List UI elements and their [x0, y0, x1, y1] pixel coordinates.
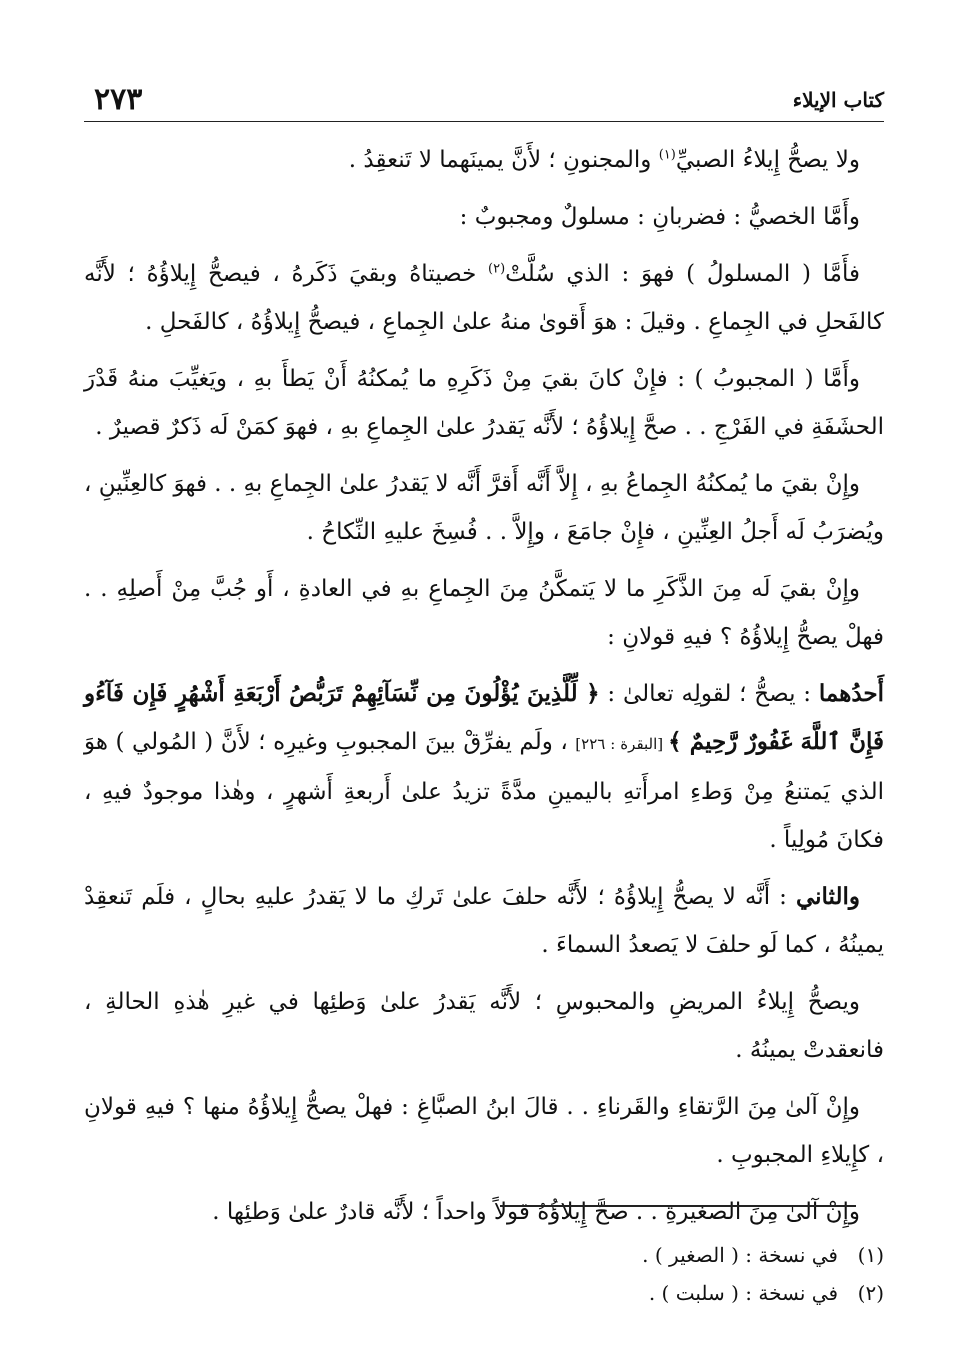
paragraph-text: فأَمَّا ( المسلولُ ) فهوَ : الذي سُلَّتْ	[505, 261, 860, 287]
running-header	[84, 82, 884, 118]
quran-verse: ﴿ لِّلَّذِينَ يُؤْلُونَ مِن نِّسَآئِهِمْ تَرَبُّصُ أَرْبَعَةِ أَشْهُرٍ فَإِن فَآءُو فَإِنَّ ٱللَّهَ غَفُورٌ رَّحِيمٌ ﴾	[84, 680, 884, 755]
footnote-text: في نسخة : ( الصغير ) .	[642, 1243, 838, 1267]
footnote-rule	[500, 1205, 856, 1207]
paragraph-10: وإِنْ آلىٰ مِنَ الرَّتقاءِ والقَرناءِ . . قالَ ابنُ الصبَّاغِ : فهلْ يصحُّ إِيلاؤُهُ منها ؟ فيهِ قولانِ ، كإِيلاءِ المجبوبِ .	[84, 1094, 884, 1168]
verse-reference: [البقرة : ٢٢٦]	[575, 735, 669, 753]
paragraph-text: ولا يصحُّ إِيلاءُ الصبيِّ	[675, 147, 860, 173]
page-number: ٢٧٣	[94, 82, 143, 117]
paragraph-9: ويصحُّ إِيلاءُ المريضِ والمحبوسِ ؛ لأَنَّه يَقدرُ علىٰ وَطئِها في غيرِ هٰذهِ الحالةِ ، فانعقدتْ يمينُهُ .	[84, 989, 884, 1063]
paragraph-4: وأَمَّا ( المجبوبُ ) : فإِنْ كانَ بقيَ مِنْ ذَكَرِهِ ما يُمكنُهُ أَنْ يَطأَ بهِ ، ويَغيِّبَ منهُ قَدْرَ الحشَفَةِ في الفَرْجِ . . صحَّ إِيلاؤُهُ ؛ لأَنَّه يَقدرُ علىٰ الجِماعِ بهِ ، فهوَ كمَنْ لَه ذَكرٌ قصيرٌ .	[84, 366, 884, 440]
footnote-number: (١)	[857, 1243, 884, 1267]
footnote-2	[84, 1274, 884, 1312]
footnote-ref-1: (١)	[658, 147, 676, 163]
main-text	[84, 136, 884, 1245]
paragraph-text: : يصحُّ ؛ لقولِه تعالىٰ :	[599, 681, 819, 707]
paragraph-text: خصيتاهُ وبقيَ ذَكَرهُ ، فيصحُّ إِيلاؤُهُ ؛ لأَنَّه كالفَحلِ في الجِماعِ . وقيلَ : هوَ أَقوىٰ منهُ علىٰ الجِماعِ ، فيصحُّ إِيلاؤُهُ ، كالفَحلِ .	[84, 261, 884, 335]
book-title: كتاب الإيلاء	[792, 88, 884, 112]
paragraph-text: ، ولَم يفرِّقْ بينَ المجبوبِ وغيرِه ؛ لأَنَّ ( المُولي ) هوَ الذي يَمتنعُ مِنْ وَطءِ امرأَتهِ باليمينِ مدَّةً تزيدُ علىٰ أَربعةِ أَشهرٍ ، وهٰذا موجودٌ فيهِ ، فكانَ مُولِياً .	[84, 729, 884, 853]
paragraph-text: : أَنَّه لا يصحُّ إِيلاؤُهُ ؛ لأَنَّه حلفَ علىٰ تَركِ ما لا يَقدرُ عليهِ بحالٍ ، فلَم تَنعقِدْ يمينُهُ ، كما لَو حلفَ لا يَصعدُ السماءَ .	[84, 884, 884, 958]
paragraph-6: وإِنْ بقيَ لَه مِنَ الذَّكَرِ ما لا يَتمكَّنُ مِنَ الجِماعِ بهِ في العادةِ ، أَو جُبَّ مِنْ أَصلِهِ . . فهلْ يصحُّ إِيلاؤُهُ ؟ فيهِ قولانِ :	[84, 576, 884, 650]
footnote-ref-2: (٢)	[488, 261, 506, 277]
footnote-text: في نسخة : ( سلبت ) .	[648, 1281, 838, 1305]
second-opinion-label: والثاني	[795, 883, 860, 910]
footnote-number: (٢)	[857, 1281, 884, 1305]
paragraph-3	[84, 250, 884, 346]
first-opinion-label: أَحدُهما	[818, 680, 885, 707]
footnote-1	[84, 1236, 884, 1274]
paragraph-2: وأَمَّا الخصيُّ : فضربانِ : مسلولٌ ومجبوبٌ :	[459, 204, 860, 230]
paragraph-8	[84, 873, 884, 969]
footnotes	[84, 1236, 884, 1312]
paragraph-1	[84, 136, 884, 184]
paragraph-7	[84, 670, 884, 864]
paragraph-text: والمجنونِ ؛ لأَنَّ يمينَهما لا تَنعقِدُ .	[348, 147, 659, 173]
paragraph-11: وإِنْ آلىٰ مِنَ الصغيرةِ . . صحَّ إِيلاؤُهُ قولاً واحداً ؛ لأَنَّه قادرٌ علىٰ وَطئِها .	[212, 1199, 860, 1225]
paragraph-5: وإِنْ بقيَ ما يُمكنُهُ الجِماعُ بهِ ، إِلاَّ أَنَّه أَقرَّ أَنَّه لا يَقدرُ علىٰ الجِماعِ بهِ . . فهوَ كالعِنِّينِ ، ويُضرَبُ لَه أَجلُ العِنِّينِ ، فإِنْ جامَعَ ، وإِلاَّ . . فُسِخَ عليهِ النِّكاحُ .	[84, 471, 884, 545]
header-rule	[84, 121, 884, 122]
